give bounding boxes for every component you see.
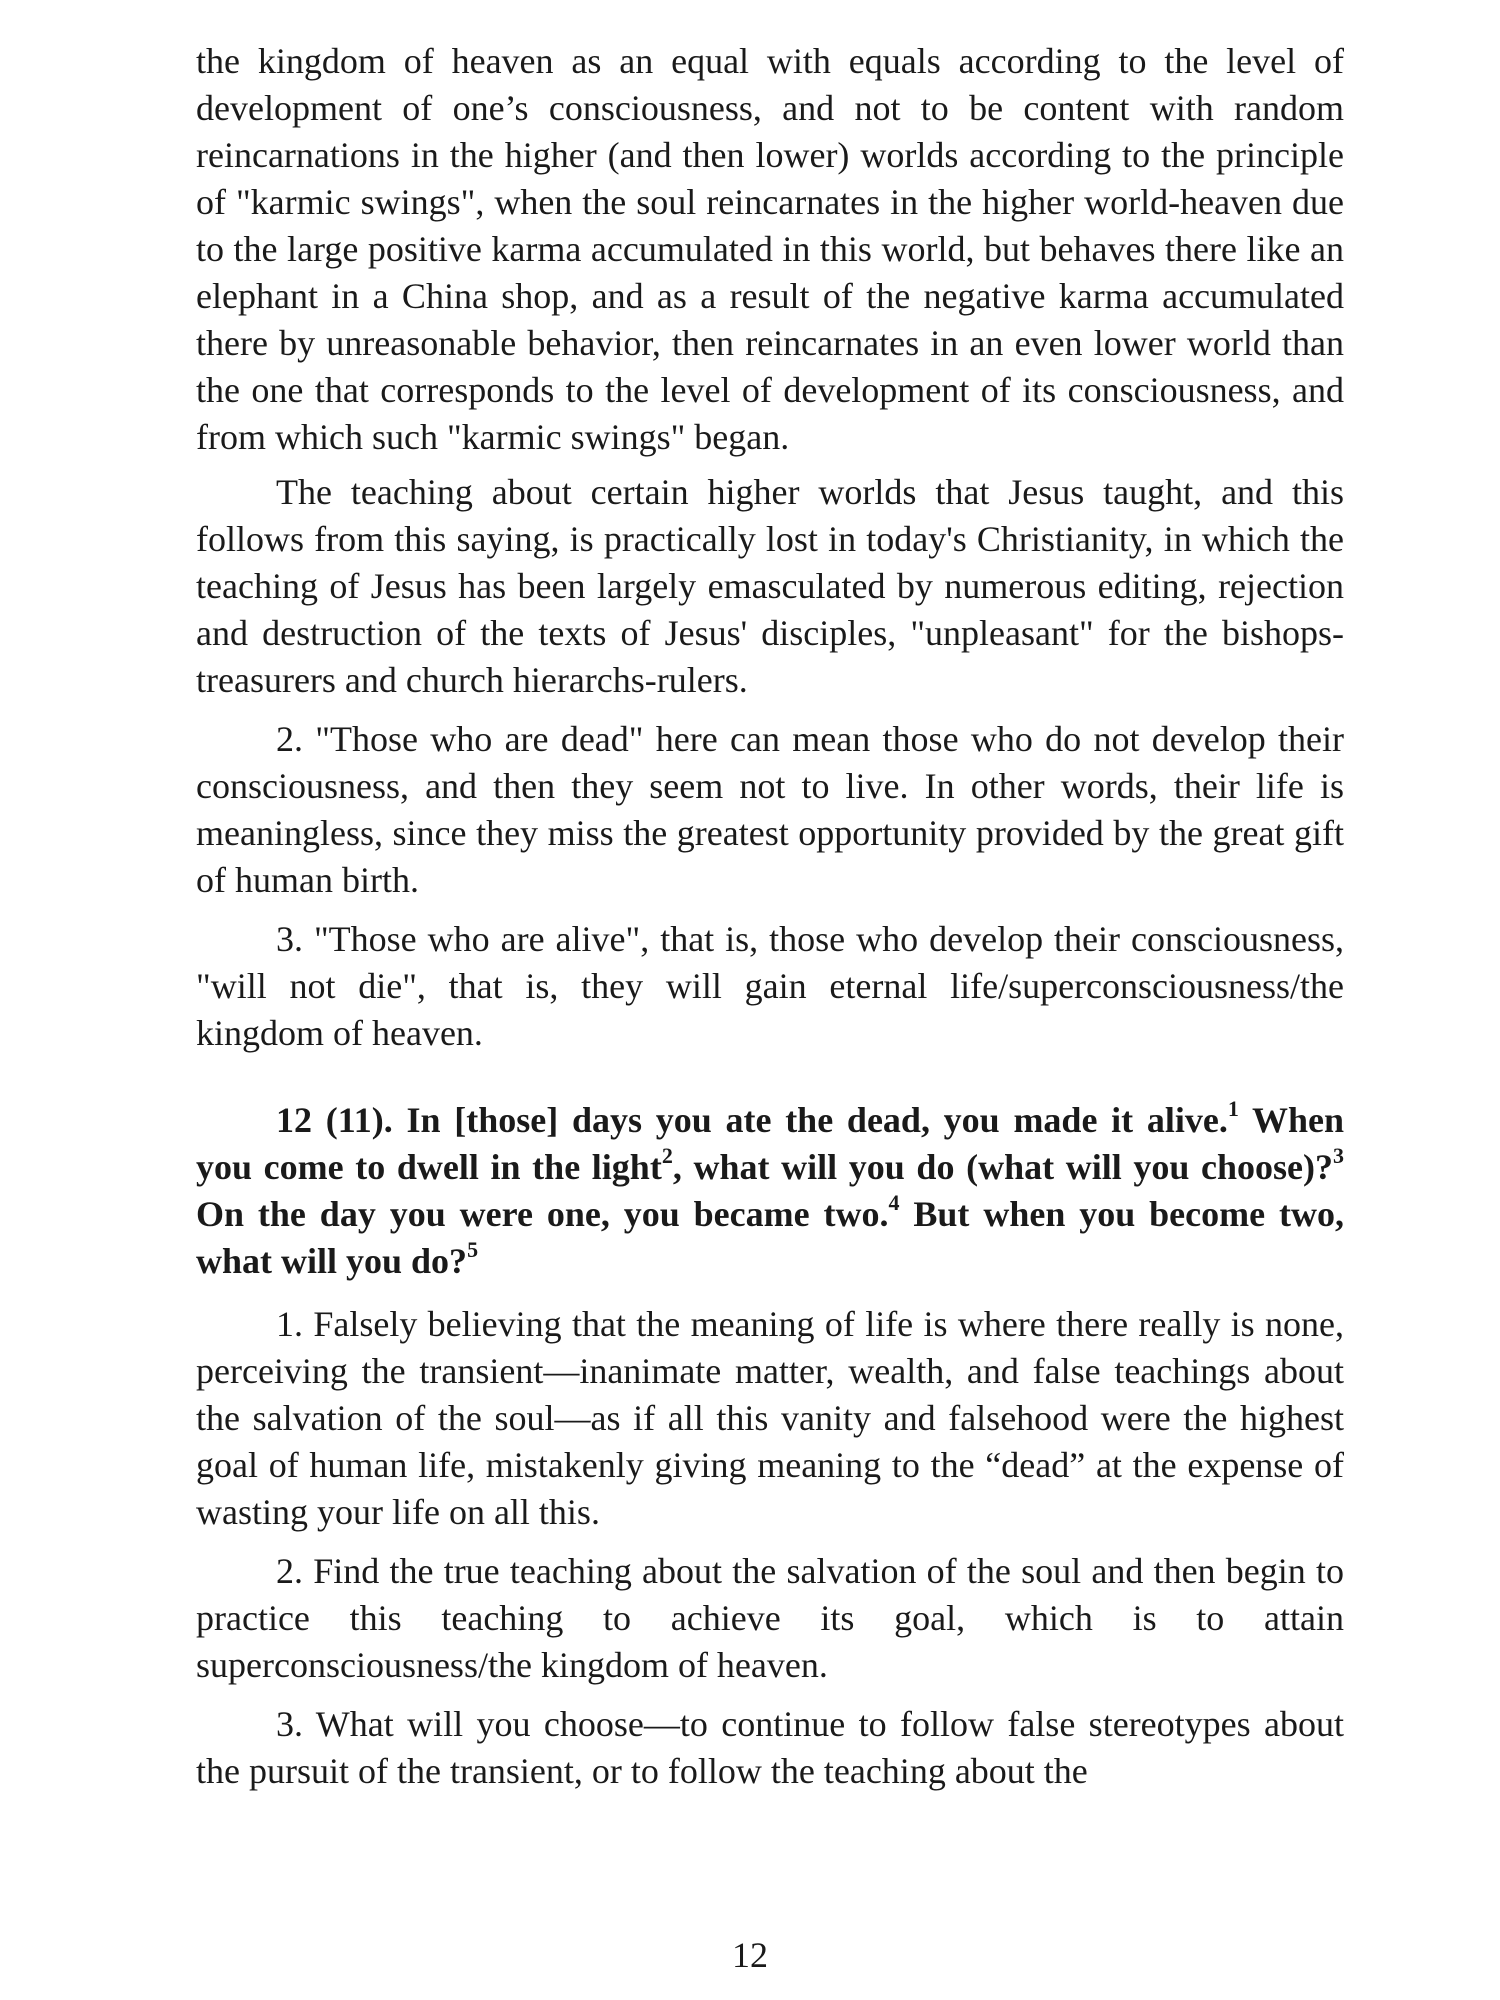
note-2-dead: 2. "Those who are dead" here can mean those who do not develop their consciousness, and then they seem not to live. In other words, their life is meaningless, since they miss the greatest opportunity provided by the great gift of human birth. — [196, 719, 1344, 900]
page-number: 12 — [732, 1935, 768, 1975]
saying-part-2: When you come to dwell in the light — [196, 1100, 1345, 1187]
saying-12-heading — [196, 1097, 1344, 1285]
footnote-ref-4: 4 — [888, 1190, 900, 1215]
paragraph-higher-worlds: The teaching about certain higher worlds that Jesus taught, and this follows from this saying, is practically lost in today's Christianity, in which the teaching of Jesus has been largely emasculated by numerous editing, rejection and destruction of the texts of Jesus' disciples, "unpleasant" for the bishops-treasurers and church hierarchs-rulers. — [196, 472, 1344, 700]
saying-part-5: But when you become two, what will you do? — [196, 1194, 1344, 1281]
saying-part-1: 12 (11). In [those] days you ate the dead, you made it alive. — [276, 1100, 1228, 1140]
book-page — [196, 38, 1344, 1978]
commentary-1: 1. Falsely believing that the meaning of life is where there really is none, perceiving the transient—inanimate matter, wealth, and false teachings about the salvation of the soul—as if all this vanity and falsehood were the highest goal of human life, mistakenly giving meaning to the “dead” at the expense of wasting your life on all this. — [196, 1304, 1344, 1532]
saying-part-3: , what will you do (what will you choose)? — [672, 1147, 1333, 1187]
footnote-ref-1: 1 — [1227, 1096, 1239, 1121]
paragraph-continuation: the kingdom of heaven as an equal with equals according to the level of development of one’s consciousness, and not to be content with random reincarnations in the higher (and then lower) worlds according to the principle of "karmic swings", when the soul reincarnates in the higher world-heaven due to the large positive karma accumulated in this world, but behaves there like an elephant in a China shop, and as a result of the negative karma accumulated there by unreasonable behavior, then reincarnates in an even lower world than the one that corresponds to the level of development of its consciousness, and from which such "karmic swings" began. — [196, 41, 1344, 457]
footnote-ref-2: 2 — [661, 1143, 673, 1168]
saying-part-4: On the day you were one, you became two. — [196, 1194, 889, 1234]
commentary-3: 3. What will you choose—to continue to follow false stereotypes about the pursuit of the transient, or to follow the teaching about the — [196, 1704, 1344, 1791]
footnote-ref-3: 3 — [1333, 1143, 1344, 1168]
note-3-alive: 3. "Those who are alive", that is, those who develop their consciousness, "will not die", that is, they will gain eternal life/superconsciousness/the kingdom of heaven. — [196, 919, 1344, 1053]
footnote-ref-5: 5 — [467, 1237, 479, 1262]
commentary-2: 2. Find the true teaching about the salvation of the soul and then begin to practice this teaching to achieve its goal, which is to attain superconsciousness/the kingdom of heaven. — [196, 1551, 1344, 1685]
